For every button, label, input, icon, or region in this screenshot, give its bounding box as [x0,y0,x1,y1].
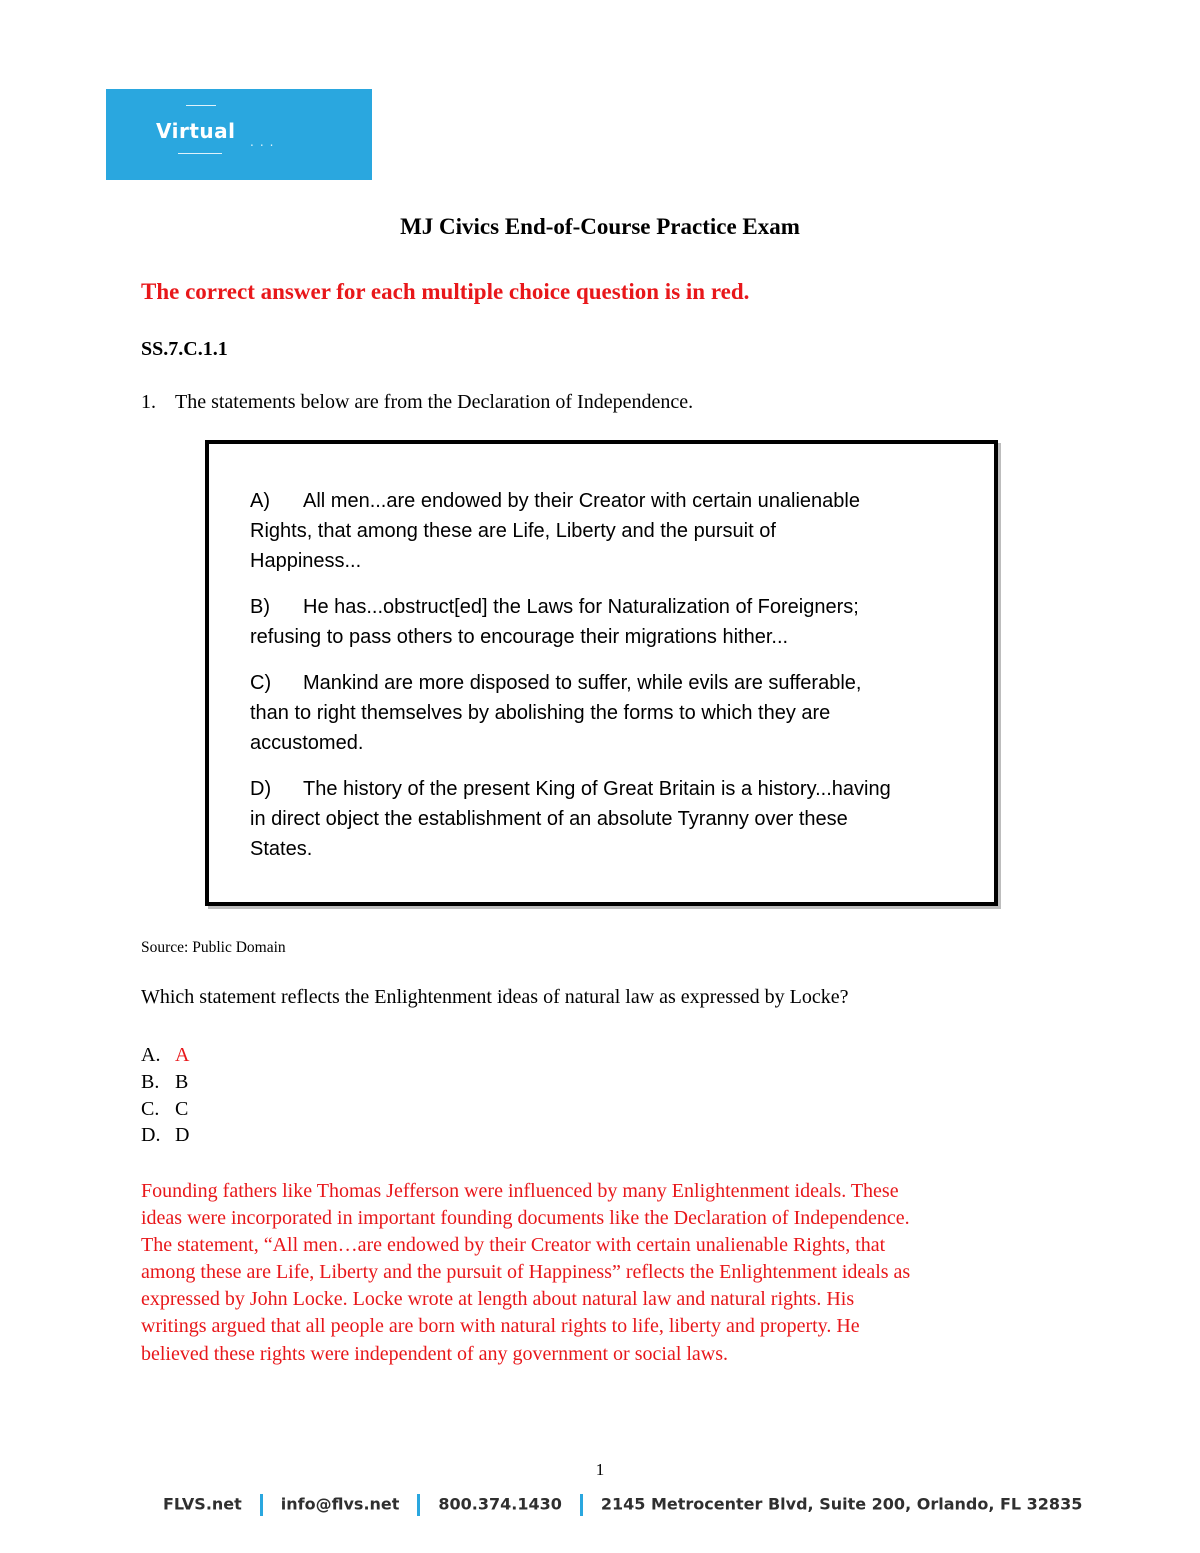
flvs-logo [106,89,372,180]
choice-d [141,1122,189,1149]
choice-b [141,1069,189,1096]
page-footer [163,1494,1082,1516]
statement-line: refusing to pass others to encourage their migrations hither... [250,626,789,648]
logo-line-top [186,105,216,106]
choice-c [141,1096,189,1123]
logo-dots: ... [250,135,280,149]
answer-choices [141,1042,189,1149]
statement-line: Mankind are more disposed to suffer, while evils are sufferable, [303,672,862,694]
statement-line: The history of the present King of Great Britain is a history...having [303,778,891,800]
choice-value: B [175,1070,189,1093]
explanation-line: expressed by John Locke. Locke wrote at length about natural law and natural rights. His [141,1288,855,1311]
statement-line: He has...obstruct[ed] the Laws for Naturalization of Foreigners; [303,596,859,618]
page-number: 1 [595,1460,605,1479]
logo-wordmark: Virtual [156,119,236,143]
statement-line: in direct object the establishment of an absolute Tyranny over these [250,808,848,830]
question-prompt-text: The statements below are from the Declaration of Independence. [175,391,694,413]
statement-letter: D) [250,778,272,800]
statement-line: States. [250,838,313,860]
page-title: MJ Civics End-of-Course Practice Exam [400,214,800,239]
statement-d [250,774,970,864]
statement-letter: A) [250,490,270,512]
choice-label: D. [141,1124,161,1147]
standard-code: SS.7.C.1.1 [141,338,228,360]
source-citation: Source: Public Domain [141,939,286,956]
question-1-prompt [141,391,693,414]
statement-line: All men...are endowed by their Creator with certain unalienable [303,490,860,512]
explanation-line: writings argued that all people are born with natural rights to life, liberty and property. He [141,1315,860,1338]
choice-label: B. [141,1070,160,1093]
statement-line: Happiness... [250,550,362,572]
choice-label: A. [141,1044,161,1066]
logo-line-bottom [178,153,222,154]
statement-letter: C) [250,672,272,694]
footer-email-link[interactable]: info@flvs.net [280,1494,400,1514]
answer-explanation [141,1178,1056,1368]
statement-line: Rights, that among these are Life, Liberty and the pursuit of [250,520,776,542]
explanation-line: believed these rights were independent of any government or social laws. [141,1342,729,1365]
footer-divider [580,1494,583,1516]
statements-box [205,440,998,906]
statement-a [250,486,970,576]
answer-note: The correct answer for each multiple choice question is in red. [141,279,750,304]
footer-phone: 800.374.1430 [438,1494,562,1514]
statement-c [250,668,970,758]
explanation-line: The statement, “All men…are endowed by their Creator with certain unalienable Rights, that [141,1234,886,1257]
statement-line: accustomed. [250,732,364,754]
footer-divider [417,1494,420,1516]
question-text: Which statement reflects the Enlightenment ideas of natural law as expressed by Locke? [141,986,849,1008]
choice-value: A [175,1044,190,1066]
choice-label: C. [141,1097,160,1120]
choice-a [141,1042,189,1069]
footer-address: 2145 Metrocenter Blvd, Suite 200, Orlando, FL 32835 [600,1494,1083,1514]
footer-divider [260,1494,263,1516]
question-number: 1. [141,391,156,413]
explanation-line: ideas were incorporated in important founding documents like the Declaration of Independence. [141,1207,910,1230]
explanation-line: among these are Life, Liberty and the pursuit of Happiness” reflects the Enlightenment ideals as [141,1261,911,1284]
explanation-line: Founding fathers like Thomas Jefferson were influenced by many Enlightenment ideals. These [141,1180,899,1202]
footer-site-link[interactable]: FLVS.net [163,1494,242,1514]
statement-line: than to right themselves by abolishing the forms to which they are [250,702,831,724]
statement-b [250,592,970,652]
choice-value: C [175,1097,189,1120]
choice-value: D [175,1124,190,1147]
statement-letter: B) [250,596,270,618]
